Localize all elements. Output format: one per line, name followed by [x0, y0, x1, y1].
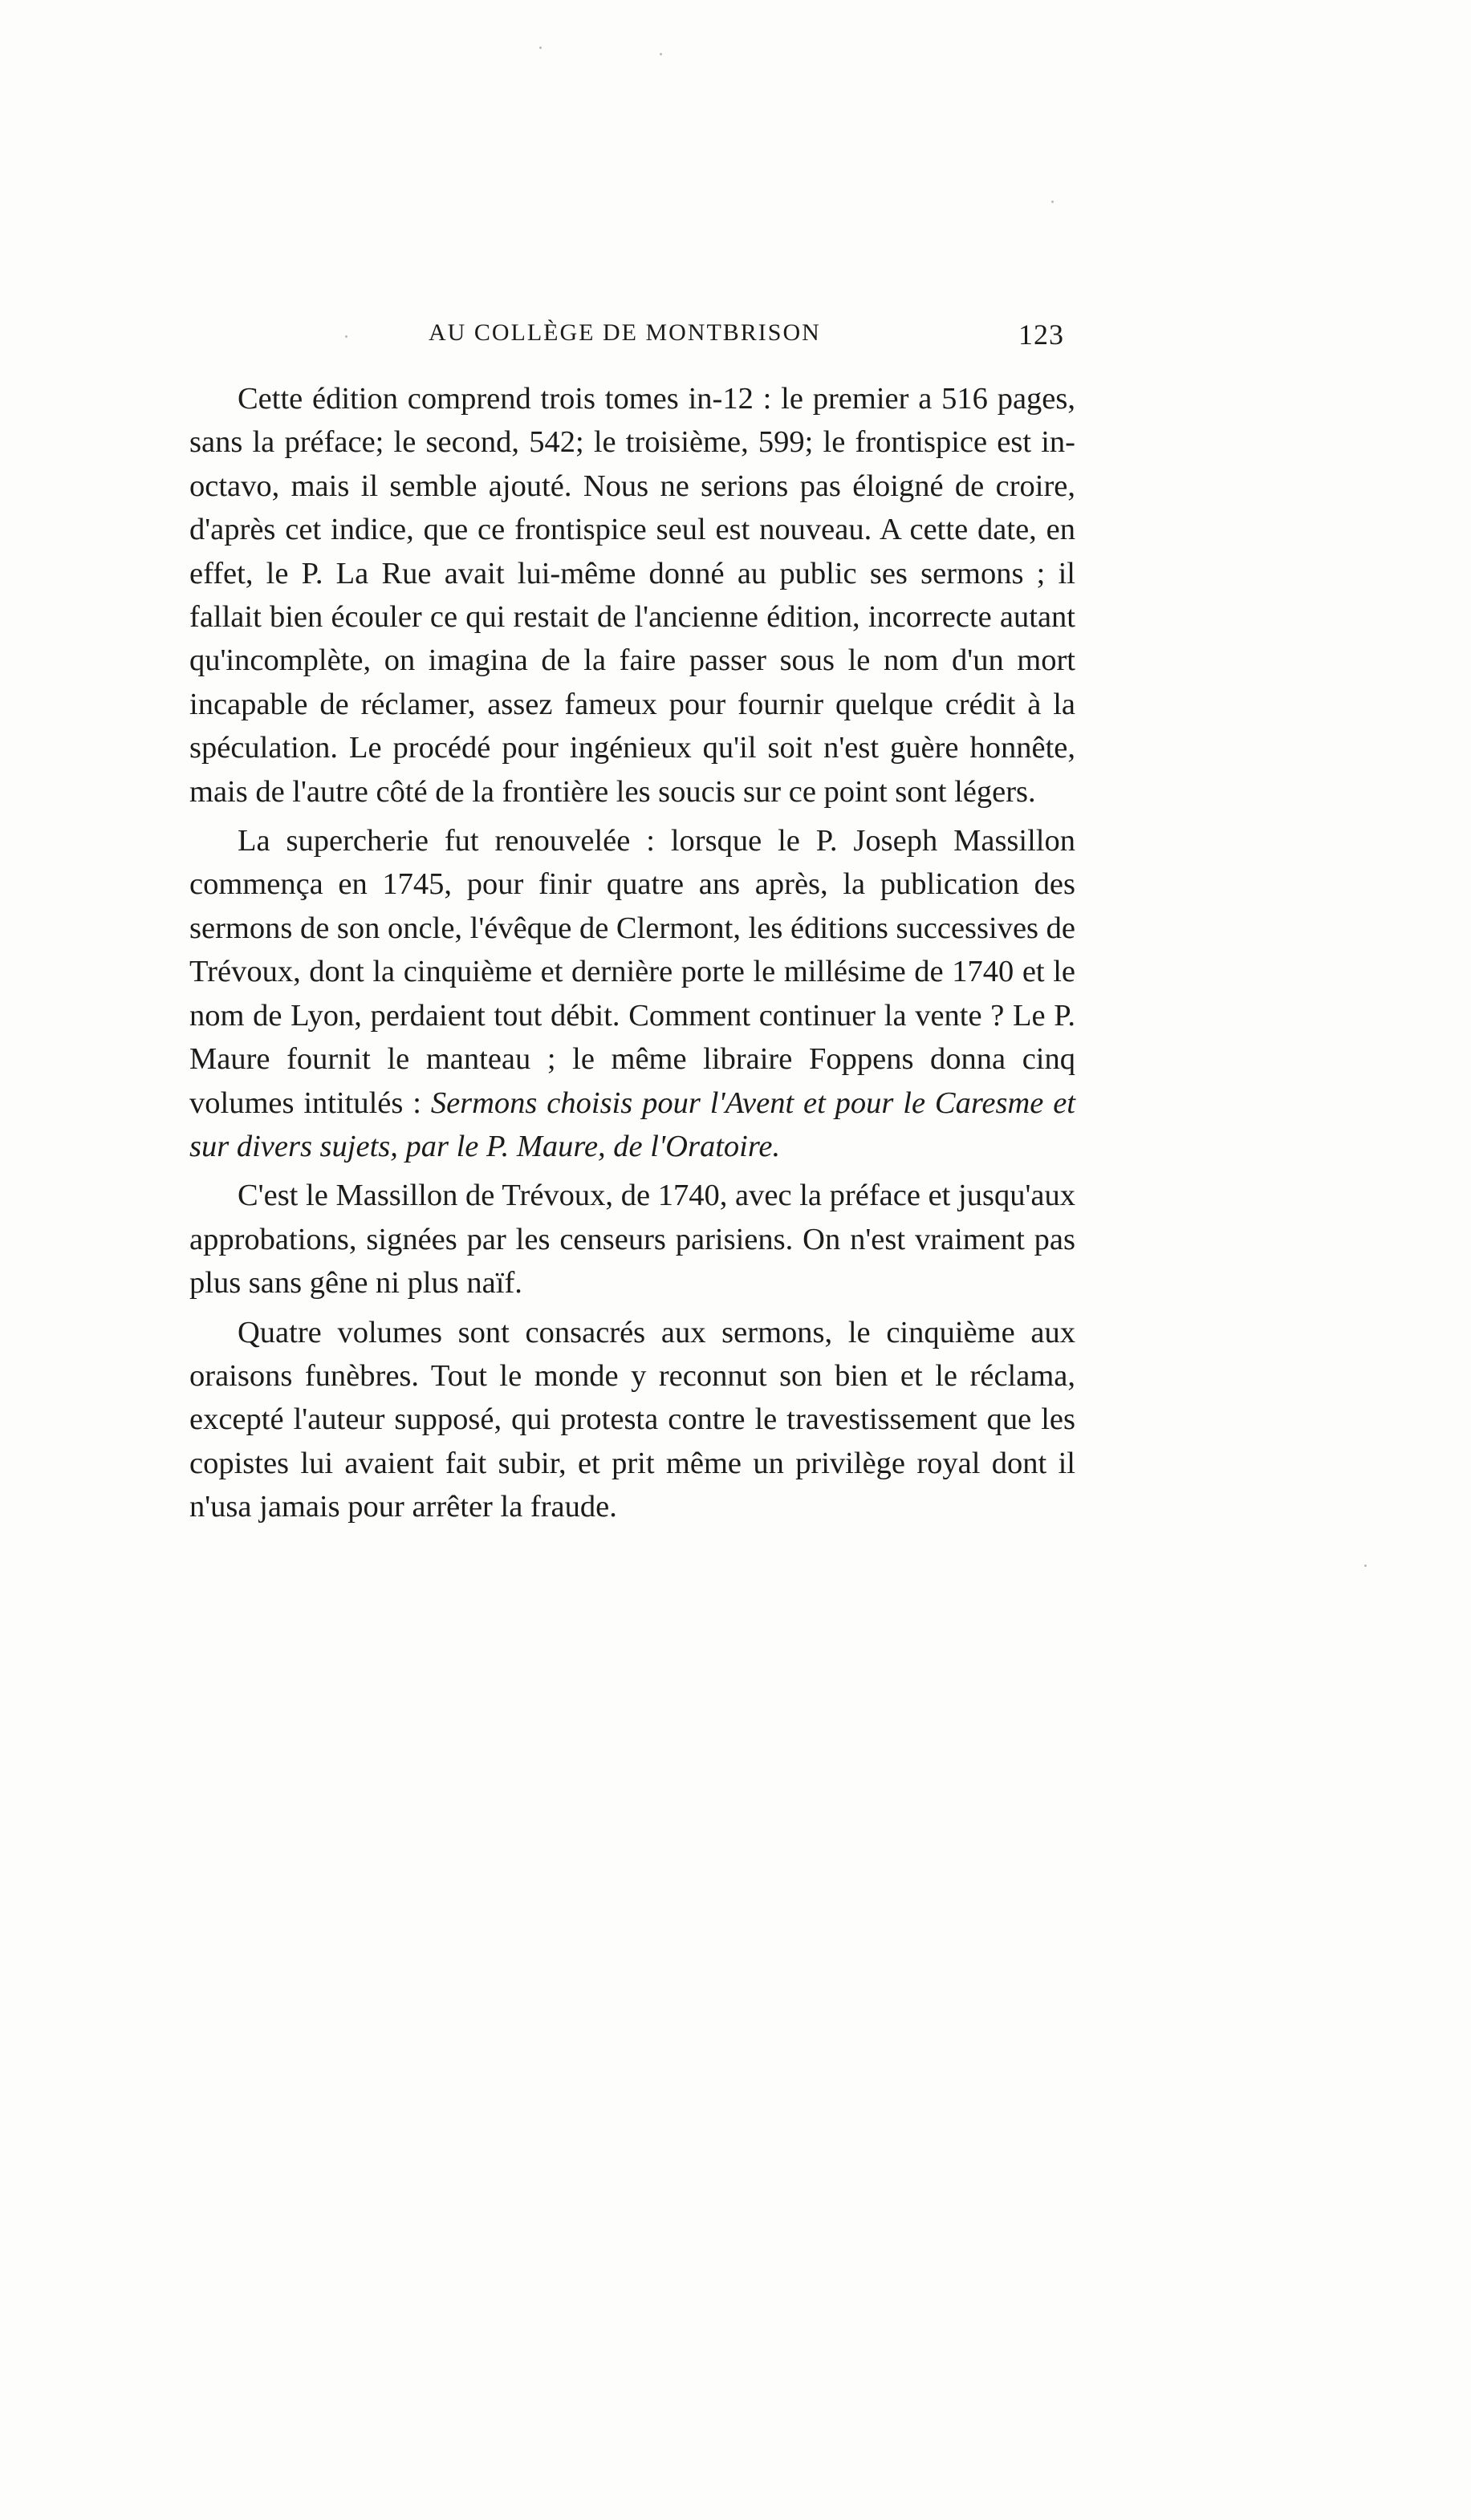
paper-speck [1051, 201, 1054, 203]
paragraph [189, 1174, 1075, 1305]
text-run: Quatre volumes sont consacrés aux sermons, le cinquième aux oraisons funèbres. Tout le monde y reconnut son bien et le réclama, excepté l'auteur supposé, qui protesta contre le travestissement que les copistes lui avaient fait subir, et prit même un privilège royal dont il n'usa jamais pour arrêter la fraude. [189, 1315, 1075, 1524]
paragraph [189, 377, 1075, 814]
book-title-italic: Sermons choisis pour l'Avent et pour le Caresme et sur divers sujets, par le P. Maure, de l'Oratoire. [189, 1086, 1075, 1163]
paper-speck [1364, 1564, 1367, 1567]
paper-speck [345, 335, 347, 338]
text-run: La supercherie fut renouvelée : lorsque le P. Joseph Massillon commença en 1745, pour finir quatre ans après, la publication des sermons de son oncle, l'évêque de Clermont, les éditions successives de Trévoux, dont la cinquième et dernière porte le millésime de 1740 et le nom de Lyon, perdaient tout débit. Comment continuer la vente ? Le P. Maure fournit le manteau ; le même libraire Foppens donna cinq volumes intitulés : [189, 824, 1075, 1120]
text-run: Cette édition comprend trois tomes in-12 : le premier a 516 pages, sans la préface; le second, 542; le troisième, 599; le frontispice est in-octavo, mais il semble ajouté. Nous ne serions pas éloigné de croire, d'après cet indice, que ce frontispice seul est nouveau. A cette date, en effet, le P. La Rue avait lui-même donné au public ses sermons ; il fallait bien écouler ce qui restait de l'ancienne édition, incorrecte autant qu'incomplète, on imagina de la faire passer sous le nom d'un mort incapable de réclamer, assez fameux pour fournir quelque crédit à la spéculation. Le procédé pour ingénieux qu'il soit n'est guère honnête, mais de l'autre côté de la frontière les soucis sur ce point sont légers. [189, 382, 1075, 809]
paragraph [189, 819, 1075, 1168]
paper-speck [660, 53, 662, 55]
text-run: C'est le Massillon de Trévoux, de 1740, avec la préface et jusqu'aux approbations, signées par les censeurs parisiens. On n'est vraiment pas plus sans gêne ni plus naïf. [189, 1179, 1075, 1301]
running-head [189, 319, 1075, 359]
paper-speck [539, 47, 542, 49]
paragraph [189, 1311, 1075, 1529]
running-title: AU COLLÈGE DE MONTBRISON [429, 319, 821, 346]
body-text [189, 377, 1075, 1529]
page-number: 123 [1018, 319, 1064, 351]
